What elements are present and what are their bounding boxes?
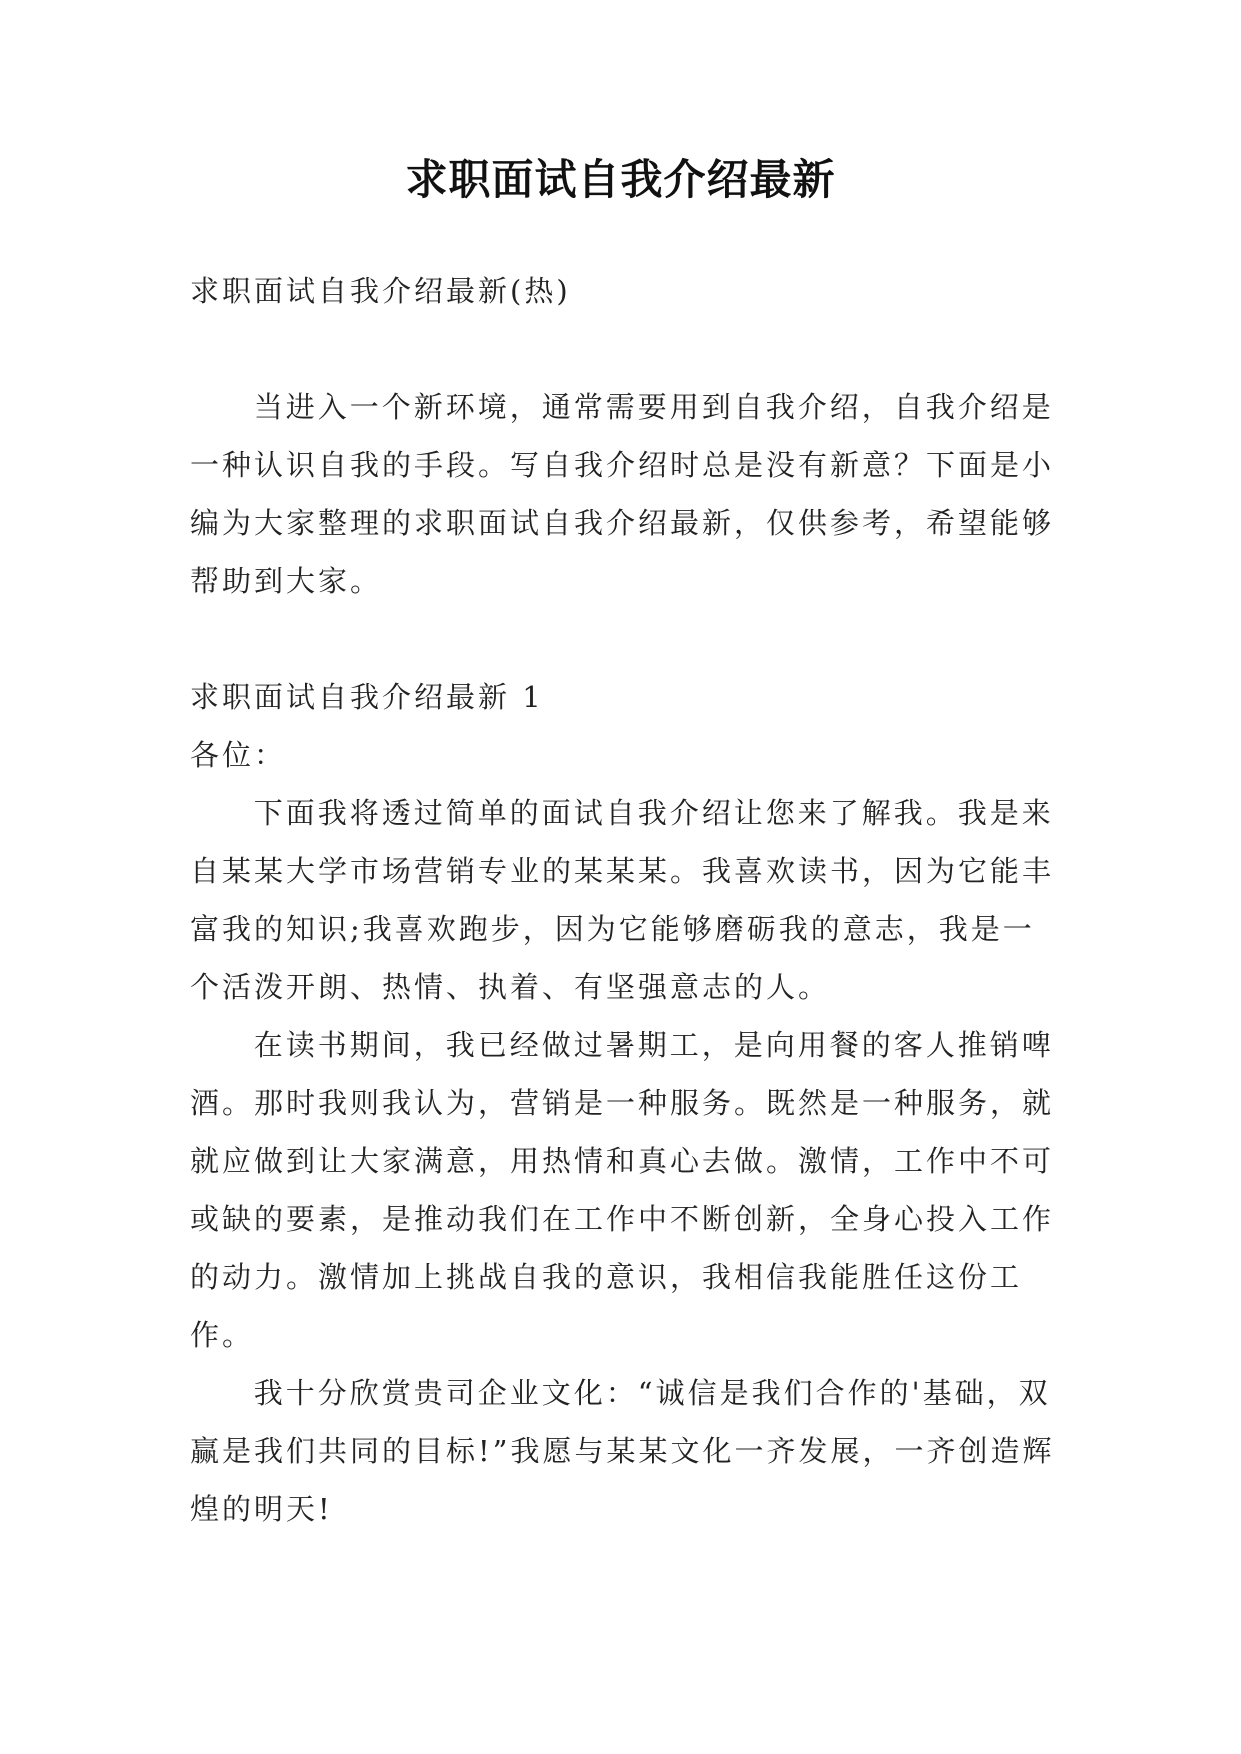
body-paragraph-3: 我十分欣赏贵司企业文化：“诚信是我们合作的'基础，双赢是我们共同的目标!”我愿与某某文化一齐发展，一齐创造辉煌的明天! xyxy=(190,1376,1055,1526)
body-paragraph-1: 下面我将透过简单的面试自我介绍让您来了解我。我是来自某某大学市场营销专业的某某某。我喜欢读书，因为它能丰富我的知识;我喜欢跑步，因为它能够磨砺我的意志，我是一个活泼开朗、热情、执着、有坚强意志的人。 xyxy=(190,796,1055,1004)
salutation: 各位： xyxy=(190,738,287,772)
document-body xyxy=(190,262,1060,1538)
intro-paragraph: 当进入一个新环境，通常需要用到自我介绍，自我介绍是一种认识自我的手段。写自我介绍时总是没有新意？下面是小编为大家整理的求职面试自我介绍最新，仅供参考，希望能够帮助到大家。 xyxy=(190,390,1055,598)
body-paragraph-2: 在读书期间，我已经做过暑期工，是向用餐的客人推销啤酒。那时我则我认为，营销是一种服务。既然是一种服务，就就应做到让大家满意，用热情和真心去做。激情，工作中不可或缺的要素，是推动我们在工作中不断创新，全身心投入工作的动力。激情加上挑战自我的意识，我相信我能胜任这份工作。 xyxy=(190,1028,1055,1352)
section-heading: 求职面试自我介绍最新 1 xyxy=(190,680,544,714)
document-title: 求职面试自我介绍最新 xyxy=(405,155,836,204)
document-subtitle: 求职面试自我介绍最新(热) xyxy=(190,274,571,308)
